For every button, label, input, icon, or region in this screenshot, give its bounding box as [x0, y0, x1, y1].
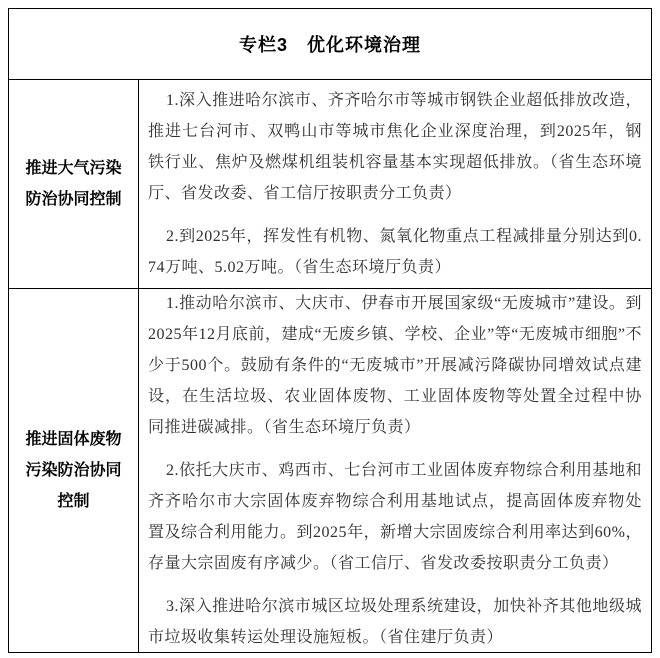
- table-title-row: [9, 9, 651, 80]
- row-header-air-pollution: [9, 80, 139, 288]
- row-header-label: 推进大气污染防治协同控制: [25, 160, 122, 208]
- row-header-label: 推进固体废物污染防治协同控制: [25, 431, 122, 510]
- paragraph: 3.深入推进哈尔滨市城区垃圾处理系统建设，加快补齐其他地级城市垃圾收集转运处理设施短板。（省住建厅负责）: [148, 598, 642, 646]
- table-row: [9, 289, 651, 652]
- paragraph: 2.到2025年，挥发性有机物、氮氧化物重点工程减排量分别达到0.74万吨、5.02万吨。（省生态环境厅负责）: [148, 228, 642, 276]
- table-row: [9, 80, 651, 289]
- paragraph: 2.依托大庆市、鸡西市、七台河市工业固体废弃物综合利用基地和齐齐哈尔市大宗固体废弃物综合利用基地试点，提高固体废弃物处置及综合利用能力。到2025年，新增大宗固废综合利用率达到60%，存量大宗固废有序减少。（省工信厅、省发改委按职责分工负责）: [148, 462, 642, 572]
- row-content-solid-waste: [139, 289, 651, 652]
- column-box-table: [8, 8, 652, 653]
- row-header-solid-waste: [9, 289, 139, 652]
- paragraph: 1.推动哈尔滨市、大庆市、伊春市开展国家级“无废城市”建设。到2025年12月底前，建成“无废乡镇、学校、企业”等“无废城市细胞”不少于500个。鼓励有条件的“无废城市”开展减污降碳协同增效试点建设，在生活垃圾、农业固体废物、工业固体废物等处置全过程中协同推进碳减排。（省生态环境厅负责）: [148, 295, 642, 436]
- paragraph: 1.深入推进哈尔滨市、齐齐哈尔市等城市钢铁企业超低排放改造，推进七台河市、双鸭山市等城市焦化企业深度治理，到2025年，钢铁行业、焦炉及燃煤机组装机容量基本实现超低排放。（省生态环境厅、省发改委、省工信厅按职责分工负责）: [148, 92, 642, 202]
- table-title: 专栏3 优化环境治理: [238, 35, 421, 55]
- row-content-air-pollution: [139, 80, 651, 288]
